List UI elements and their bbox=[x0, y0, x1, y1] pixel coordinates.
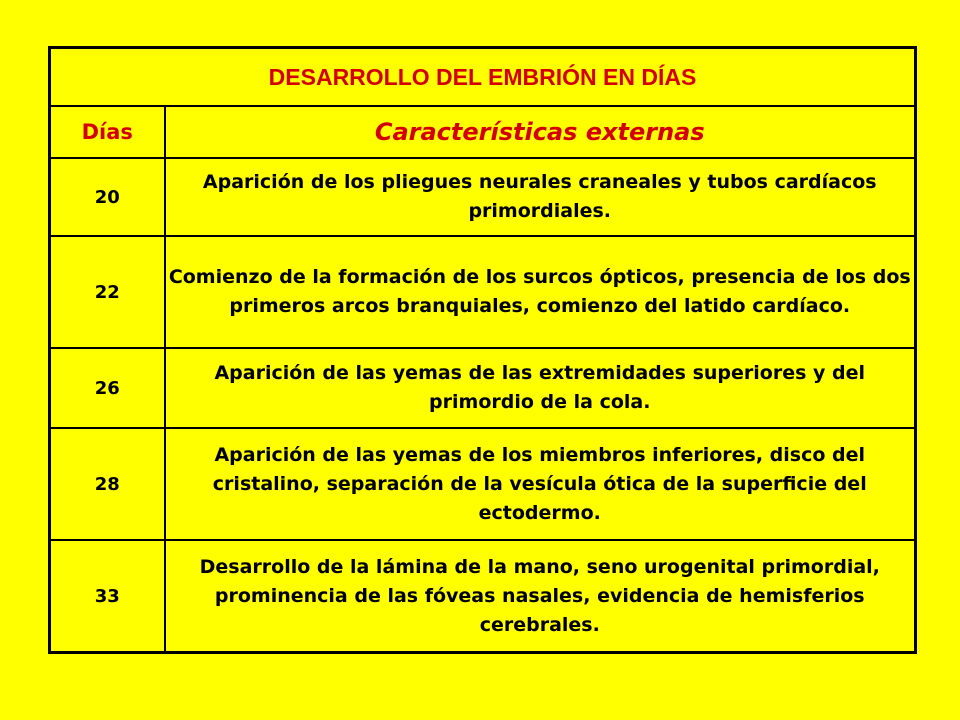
day-cell: 28 bbox=[50, 428, 165, 540]
table-row bbox=[50, 540, 916, 653]
embryo-development-table bbox=[48, 46, 917, 654]
day-cell: 22 bbox=[50, 236, 165, 348]
characteristics-cell: Desarrollo de la lámina de la mano, seno urogenital primordial, prominencia de las fóveas nasales, evidencia de hemisferios cerebrales. bbox=[165, 540, 916, 653]
day-cell: 33 bbox=[50, 540, 165, 653]
table-row bbox=[50, 158, 916, 236]
characteristics-cell: Aparición de los pliegues neurales craneales y tubos cardíacos primordiales. bbox=[165, 158, 916, 236]
day-cell: 20 bbox=[50, 158, 165, 236]
header-characteristics: Características externas bbox=[165, 106, 916, 158]
characteristics-cell: Comienzo de la formación de los surcos ópticos, presencia de los dos primeros arcos branquiales, comienzo del latido cardíaco. bbox=[165, 236, 916, 348]
table-row bbox=[50, 428, 916, 540]
table-title: DESARROLLO DEL EMBRIÓN EN DÍAS bbox=[50, 48, 916, 107]
header-days: Días bbox=[50, 106, 165, 158]
characteristics-cell: Aparición de las yemas de los miembros inferiores, disco del cristalino, separación de la vesícula ótica de la superficie del ectodermo. bbox=[165, 428, 916, 540]
table-row bbox=[50, 236, 916, 348]
table-header-row bbox=[50, 106, 916, 158]
characteristics-cell: Aparición de las yemas de las extremidades superiores y del primordio de la cola. bbox=[165, 348, 916, 428]
day-cell: 26 bbox=[50, 348, 165, 428]
table-row bbox=[50, 348, 916, 428]
table-title-row bbox=[50, 48, 916, 107]
